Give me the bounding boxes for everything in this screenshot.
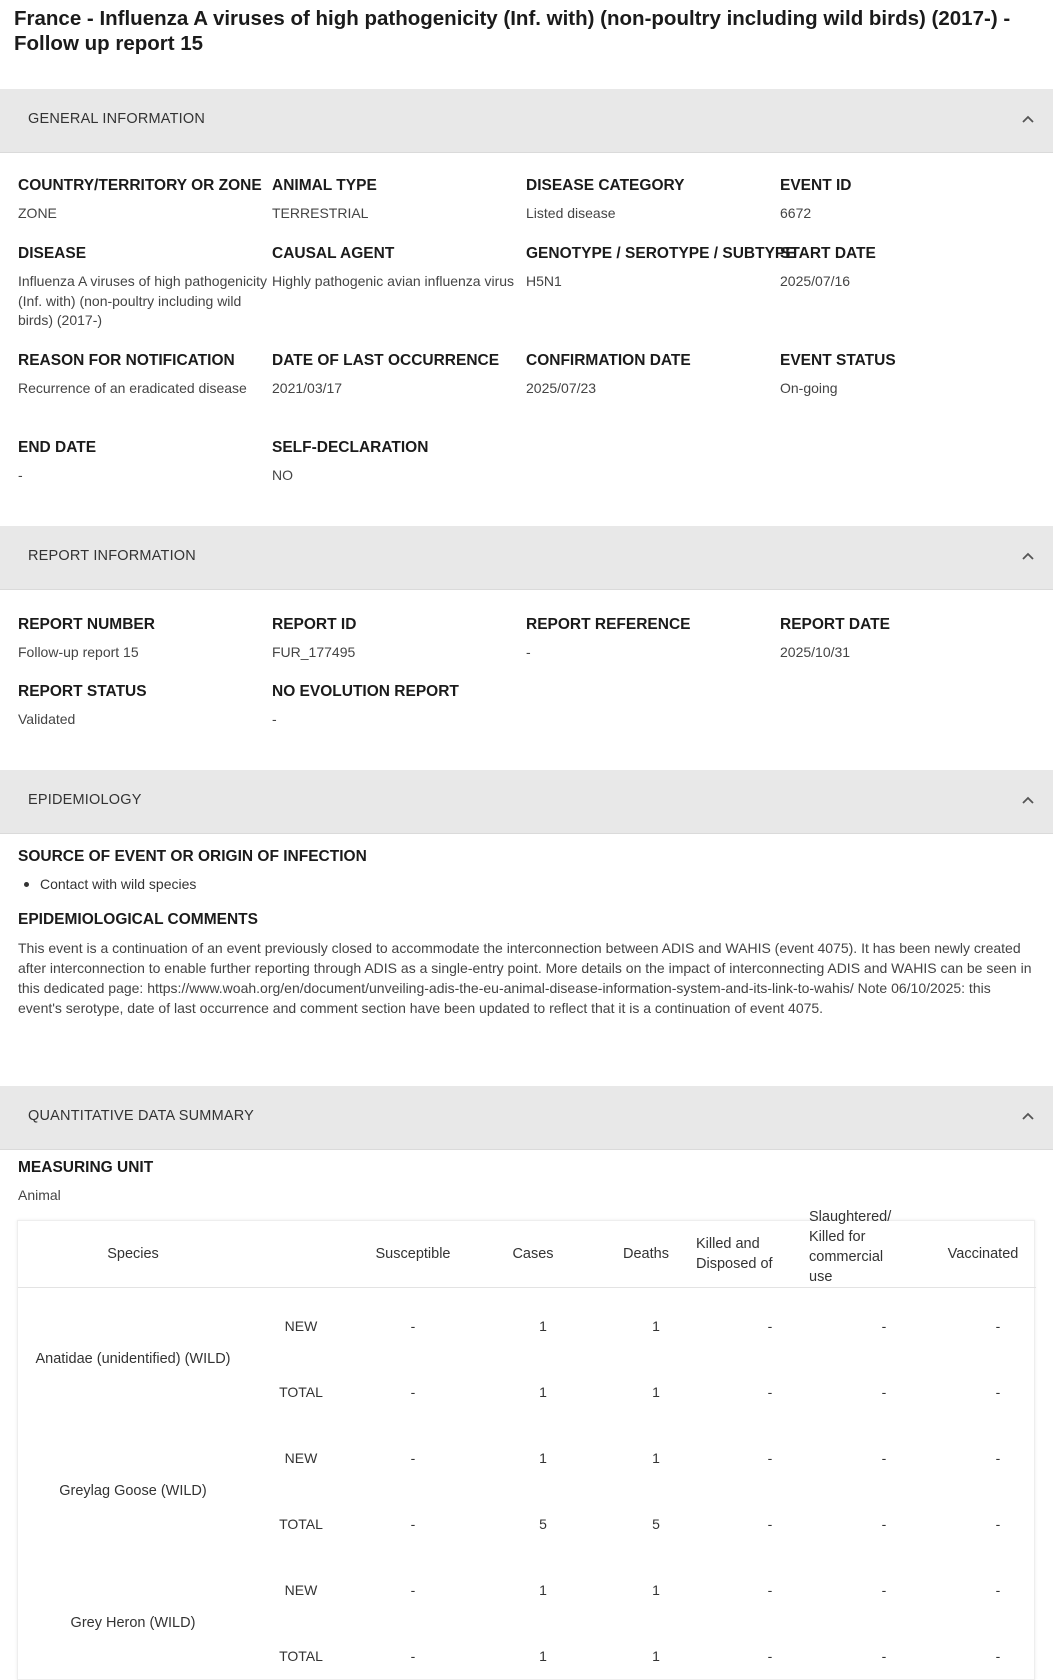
field-end-date bbox=[18, 439, 268, 486]
cell-susceptible: - bbox=[410, 1516, 416, 1532]
section-header-quantitative-data-summary[interactable] bbox=[0, 1086, 1053, 1150]
section-header-general-information[interactable] bbox=[0, 89, 1053, 153]
field-start-date bbox=[780, 245, 1030, 292]
cell-susceptible: - bbox=[410, 1648, 416, 1664]
epidemiological-comments-label: EPIDEMIOLOGICAL COMMENTS bbox=[18, 911, 258, 928]
field-report-id bbox=[272, 616, 522, 663]
field-label: GENOTYPE / SEROTYPE / SUBTYPE bbox=[526, 245, 796, 262]
field-disease-category bbox=[526, 177, 776, 224]
cell-cases: 5 bbox=[539, 1516, 547, 1532]
cell-vaccinated: - bbox=[995, 1582, 1001, 1598]
cell-deaths: 1 bbox=[652, 1648, 660, 1664]
field-genotype bbox=[526, 245, 796, 292]
field-event-status bbox=[780, 352, 1030, 399]
cell-cases: 1 bbox=[539, 1384, 547, 1400]
field-country bbox=[18, 177, 268, 224]
field-label: REPORT DATE bbox=[780, 616, 890, 633]
field-value: - bbox=[272, 711, 277, 727]
row-label-total: TOTAL bbox=[279, 1384, 323, 1400]
table-header-divider bbox=[18, 1287, 1036, 1288]
field-value: - bbox=[18, 467, 23, 483]
field-value: 2021/03/17 bbox=[272, 380, 343, 396]
cell-slaughtered: - bbox=[881, 1318, 887, 1334]
section-title-general-information: GENERAL INFORMATION bbox=[28, 111, 206, 127]
field-event-id bbox=[780, 177, 1030, 224]
field-label: COUNTRY/TERRITORY OR ZONE bbox=[18, 177, 262, 194]
cell-cases: 1 bbox=[539, 1318, 547, 1334]
row-label-total: TOTAL bbox=[279, 1648, 323, 1664]
section-header-epidemiology[interactable] bbox=[0, 770, 1053, 834]
field-value: Validated bbox=[18, 711, 76, 727]
section-title-quantitative-data-summary: QUANTITATIVE DATA SUMMARY bbox=[28, 1108, 255, 1124]
chevron-up-icon[interactable] bbox=[1019, 548, 1037, 566]
field-report-status bbox=[18, 683, 268, 730]
field-value: Influenza A viruses of high pathogenicity (Inf. with) (non-poultry including wild birds) (2017-) bbox=[18, 273, 268, 328]
field-reason-for-notification bbox=[18, 352, 268, 399]
field-label: START DATE bbox=[780, 245, 876, 262]
cell-killed: - bbox=[767, 1318, 773, 1334]
cell-deaths: 1 bbox=[652, 1318, 660, 1334]
cell-killed: - bbox=[767, 1450, 773, 1466]
cell-deaths: 1 bbox=[652, 1384, 660, 1400]
chevron-up-icon[interactable] bbox=[1019, 1108, 1037, 1126]
cell-susceptible: - bbox=[410, 1582, 416, 1598]
cell-killed: - bbox=[767, 1384, 773, 1400]
chevron-up-icon[interactable] bbox=[1019, 111, 1037, 129]
field-label: SELF-DECLARATION bbox=[272, 439, 429, 456]
field-report-date bbox=[780, 616, 1030, 663]
epidemiological-comments-text: This event is a continuation of an event previously closed to accommodate the interconnection between ADIS and WAHIS (event 4075). It has been newly created after interconnection to enable further reporting through ADIS as a single-entry point. More details on the impact of interconnecting ADIS and WAHIS can be seen in this dedicated page: https://www.woah.org/en/document/unveiling-adis-the-eu-animal-disease-information-system-and-its-link-to-wahis/ Note 06/10/2025: this event's serotype, date of last occurrence and comment section have been updated to reflect that it is a continuation of event 4075. bbox=[18, 940, 1032, 1016]
species-name: Grey Heron (WILD) bbox=[70, 1615, 196, 1631]
cell-susceptible: - bbox=[410, 1450, 416, 1466]
field-label: ANIMAL TYPE bbox=[272, 177, 377, 194]
cell-vaccinated: - bbox=[995, 1450, 1001, 1466]
row-label-total: TOTAL bbox=[279, 1516, 323, 1532]
column-header-slaughtered-text: Slaughtered/ Killed for commercial use bbox=[809, 1209, 892, 1285]
cell-susceptible: - bbox=[410, 1318, 416, 1334]
chevron-up-icon[interactable] bbox=[1019, 792, 1037, 810]
cell-slaughtered: - bbox=[881, 1582, 887, 1598]
field-value: Recurrence of an eradicated disease bbox=[18, 380, 247, 396]
column-header-cases[interactable]: Cases bbox=[512, 1246, 554, 1262]
field-value: 2025/07/16 bbox=[780, 273, 851, 289]
row-label-new: NEW bbox=[284, 1582, 318, 1598]
cell-slaughtered: - bbox=[881, 1450, 887, 1466]
page-title: France - Influenza A viruses of high pathogenicity (Inf. with) (non-poultry including wild birds) (2017-) - Follow up report 15 bbox=[14, 7, 1011, 55]
field-causal-agent bbox=[272, 245, 522, 292]
cell-vaccinated: - bbox=[995, 1318, 1001, 1334]
field-confirmation-date bbox=[526, 352, 776, 399]
species-name: Greylag Goose (WILD) bbox=[59, 1483, 207, 1499]
field-value: 2025/07/23 bbox=[526, 380, 597, 396]
field-label: NO EVOLUTION REPORT bbox=[272, 683, 459, 700]
field-value: On-going bbox=[780, 380, 838, 396]
field-value: Highly pathogenic avian influenza virus bbox=[272, 273, 515, 289]
species-name: Anatidae (unidentified) (WILD) bbox=[35, 1351, 231, 1367]
cell-killed: - bbox=[767, 1648, 773, 1664]
field-disease bbox=[18, 245, 268, 331]
column-header-susceptible[interactable]: Susceptible bbox=[375, 1246, 451, 1262]
field-label: CAUSAL AGENT bbox=[272, 245, 395, 262]
section-title-report-information: REPORT INFORMATION bbox=[28, 548, 196, 564]
measuring-unit-value: Animal bbox=[18, 1187, 61, 1203]
field-value: Listed disease bbox=[526, 205, 616, 221]
cell-cases: 1 bbox=[539, 1648, 547, 1664]
field-value: 2025/10/31 bbox=[780, 644, 851, 660]
quantitative-data-table bbox=[17, 1209, 1035, 1680]
field-label: REASON FOR NOTIFICATION bbox=[18, 352, 235, 369]
cell-susceptible: - bbox=[410, 1384, 416, 1400]
section-header-report-information[interactable] bbox=[0, 526, 1053, 590]
source-of-event-label: SOURCE OF EVENT OR ORIGIN OF INFECTION bbox=[18, 848, 367, 865]
cell-slaughtered: - bbox=[881, 1648, 887, 1664]
field-label: END DATE bbox=[18, 439, 97, 456]
field-label: EVENT STATUS bbox=[780, 352, 896, 369]
field-value: H5N1 bbox=[526, 273, 562, 289]
field-report-number bbox=[18, 616, 268, 663]
field-date-of-last-occurrence bbox=[272, 352, 522, 399]
cell-slaughtered: - bbox=[881, 1384, 887, 1400]
field-label: EVENT ID bbox=[780, 177, 852, 194]
source-list-item: Contact with wild species bbox=[40, 876, 197, 892]
column-header-species[interactable]: Species bbox=[107, 1246, 159, 1262]
column-header-deaths[interactable]: Deaths bbox=[623, 1246, 669, 1262]
column-header-slaughtered[interactable] bbox=[809, 1209, 909, 1287]
cell-slaughtered: - bbox=[881, 1516, 887, 1532]
field-label: REPORT ID bbox=[272, 616, 357, 633]
field-value: NO bbox=[272, 467, 293, 483]
field-no-evolution-report bbox=[272, 683, 522, 730]
column-header-killed-and-disposed-of[interactable]: Killed and Disposed of bbox=[696, 1236, 773, 1272]
field-label: DATE OF LAST OCCURRENCE bbox=[272, 352, 500, 369]
section-title-epidemiology: EPIDEMIOLOGY bbox=[28, 792, 142, 808]
field-value: TERRESTRIAL bbox=[272, 205, 369, 221]
row-label-new: NEW bbox=[284, 1318, 318, 1334]
field-label: DISEASE bbox=[18, 245, 87, 262]
field-animal-type bbox=[272, 177, 522, 224]
cell-vaccinated: - bbox=[995, 1516, 1001, 1532]
field-self-declaration bbox=[272, 439, 522, 486]
cell-cases: 1 bbox=[539, 1450, 547, 1466]
field-label: REPORT REFERENCE bbox=[526, 616, 691, 633]
field-label: REPORT STATUS bbox=[18, 683, 147, 700]
cell-deaths: 1 bbox=[652, 1450, 660, 1466]
field-value: 6672 bbox=[780, 205, 812, 221]
cell-deaths: 1 bbox=[652, 1582, 660, 1598]
row-label-new: NEW bbox=[284, 1450, 318, 1466]
field-value: Follow-up report 15 bbox=[18, 644, 139, 660]
field-report-reference bbox=[526, 616, 776, 663]
field-value: ZONE bbox=[18, 205, 57, 221]
cell-deaths: 5 bbox=[652, 1516, 660, 1532]
field-label: CONFIRMATION DATE bbox=[526, 352, 691, 369]
cell-killed: - bbox=[767, 1582, 773, 1598]
cell-vaccinated: - bbox=[995, 1648, 1001, 1664]
field-value: FUR_177495 bbox=[272, 644, 356, 660]
field-label: DISEASE CATEGORY bbox=[526, 177, 685, 194]
cell-vaccinated: - bbox=[995, 1384, 1001, 1400]
measuring-unit-label: MEASURING UNIT bbox=[18, 1159, 154, 1176]
cell-killed: - bbox=[767, 1516, 773, 1532]
cell-cases: 1 bbox=[539, 1582, 547, 1598]
field-label: REPORT NUMBER bbox=[18, 616, 155, 633]
column-header-vaccinated[interactable]: Vaccinated bbox=[947, 1246, 1019, 1262]
field-value: - bbox=[526, 644, 531, 660]
